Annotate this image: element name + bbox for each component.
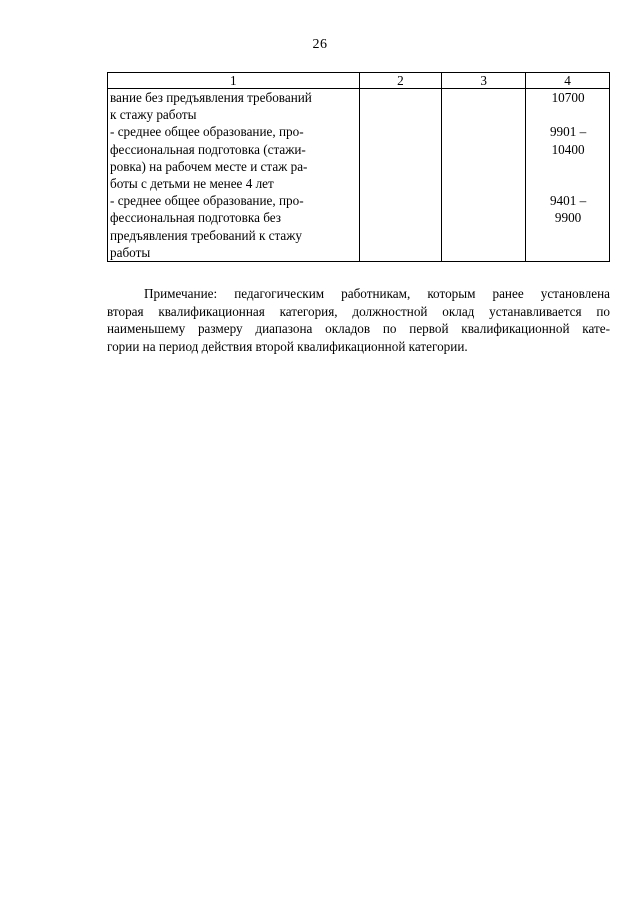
table-header-cell: 3: [442, 73, 526, 89]
note-paragraph: [107, 285, 610, 355]
description-line: работы: [110, 244, 151, 260]
description-line: вание без предъявления требований: [110, 90, 312, 105]
empty-cell-col2: [359, 89, 442, 262]
salary-value: 9401 –: [549, 193, 587, 209]
salary-table: [107, 72, 610, 262]
salary-value: 10400: [551, 141, 585, 157]
table-header-cell: 1: [108, 73, 360, 89]
note-line: гории на период действия второй квалификационной категории.: [107, 338, 468, 354]
salary-value: 9901 –: [549, 124, 587, 140]
note-line: наименьшему размеру диапазона окладов по первой квалификационной кате-: [107, 321, 610, 337]
description-line: - среднее общее образование, про-: [110, 124, 304, 140]
salary-value: 9900: [554, 210, 582, 226]
empty-cell-col3: [442, 89, 526, 262]
description-line: - среднее общее образование, про-: [110, 193, 304, 209]
description-line: боты с детьми не менее 4 лет: [110, 176, 274, 192]
salary-value: 10700: [551, 90, 585, 105]
table-header-cell: 4: [526, 73, 610, 89]
description-line: предъявления требований к стажу: [110, 227, 302, 243]
table-header-row: [108, 73, 610, 89]
description-line: к стажу работы: [110, 107, 197, 123]
position-description-cell: [108, 89, 360, 262]
description-line: фессиональная подготовка без: [110, 210, 281, 226]
salary-cell: [526, 89, 610, 262]
table-header-cell: 2: [359, 73, 442, 89]
description-line: фессиональная подготовка (стажи-: [110, 141, 306, 157]
note-line: Примечание: педагогическим работникам, которым ранее установлена: [144, 286, 610, 301]
table-row: [108, 89, 610, 262]
description-line: ровка) на рабочем месте и стаж ра-: [110, 158, 308, 174]
page-number: 26: [312, 37, 328, 52]
note-line: вторая квалификационная категория, должностной оклад устанавливается по: [107, 303, 610, 319]
